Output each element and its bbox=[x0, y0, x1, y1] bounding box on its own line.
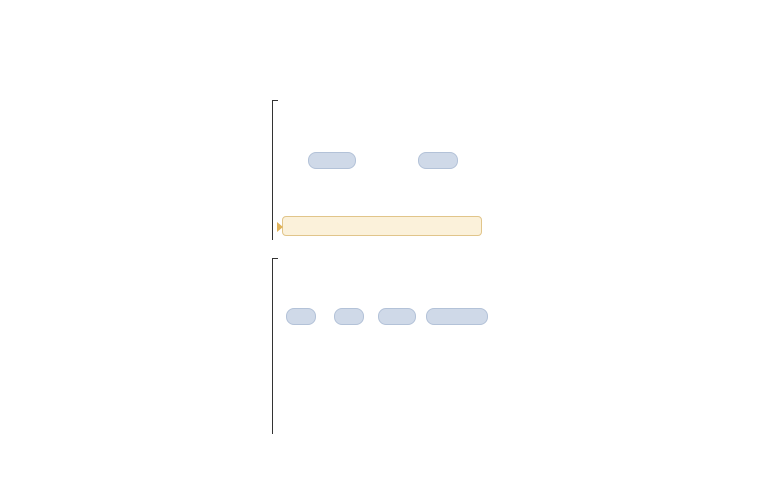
indefinite-article-pill bbox=[308, 152, 356, 169]
pronoun-column-header bbox=[334, 308, 364, 325]
section-bar bbox=[272, 258, 273, 434]
section-bar-tick bbox=[272, 100, 278, 101]
definite-article-pill bbox=[418, 152, 458, 169]
pronoun-column-header bbox=[426, 308, 488, 325]
section-bar-tick bbox=[272, 258, 278, 259]
articles-section bbox=[272, 100, 502, 240]
usage-box bbox=[282, 216, 482, 236]
section-bar bbox=[272, 100, 273, 240]
usage-arrow-icon bbox=[277, 222, 283, 232]
pronoun-column-header bbox=[286, 308, 316, 325]
pronoun-column-header bbox=[378, 308, 416, 325]
pronouns-section bbox=[272, 258, 502, 434]
